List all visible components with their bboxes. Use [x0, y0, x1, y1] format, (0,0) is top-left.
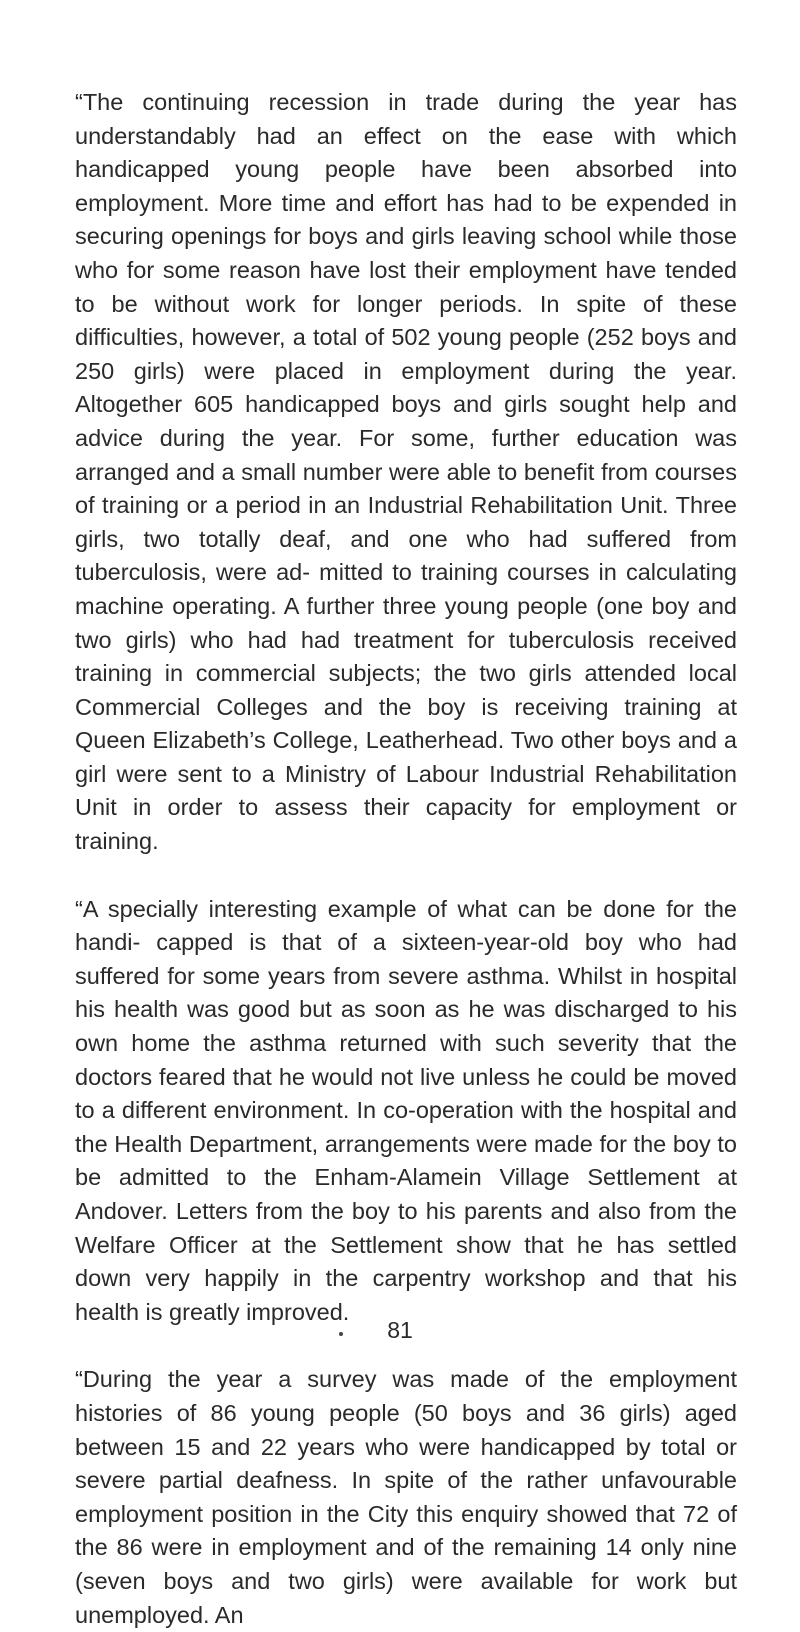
- paragraph-deafness-survey: “During the year a survey was made of the employment histories of 86 young people (50 boys and 36 girls) aged between 15 and 22 years who were handicapped by total or severe partial deafness. In spite of the rather unfavourable employment position in the City this enquiry showed that 72 of the 86 were in employment and of the remaining 14 only nine (seven boys and two girls) were available for work but unemployed. An: [75, 1366, 737, 1628]
- page-number: 81: [387, 1317, 413, 1343]
- body-text: [75, 86, 737, 1632]
- paragraph-asthma-case: “A specially interesting example of what can be done for the handi- capped is that of a sixteen-year-old boy who had suffered for some years from severe asthma. Whilst in hospital his health was good but as soon as he was discharged to his own home the asthma returned with such severity that the doctors feared that he would not live unless he could be moved to a different environment. In co-operation with the hospital and the Health Department, arrangements were made for the boy to be admitted to the Enham-Alamein Village Settlement at Andover. Letters from the boy to his parents and also from the Welfare Officer at the Settlement show that he has settled down very happily in the carpentry workshop and that his health is greatly improved.: [75, 895, 737, 1325]
- paragraph-employment-placement: “The continuing recession in trade during the year has understandably had an effect on the ease with which handicapped young people have been absorbed into employment. More time and effort has had to be expended in securing openings for boys and girls leaving school while those who for some reason have lost their employment have tended to be without work for longer periods. In spite of these difficulties, however, a total of 502 young people (252 boys and 250 girls) were placed in employment during the year. Altogether 605 handicapped boys and girls sought help and advice during the year. For some, further education was arranged and a small number were able to benefit from courses of training or a period in an Industrial Rehabilitation Unit. Three girls, two totally deaf, and one who had suffered from tuberculosis, were ad- mitted to training courses in calculating machine operating. A further three young people (one boy and two girls) who had had treatment for tuberculosis received training in commercial subjects; the two girls attended local Commercial Colleges and the boy is receiving training at Queen Elizabeth’s College, Leatherhead. Two other boys and a girl were sent to a Ministry of Labour Industrial Rehabilitation Unit in order to assess their capacity for employment or training.: [75, 89, 737, 855]
